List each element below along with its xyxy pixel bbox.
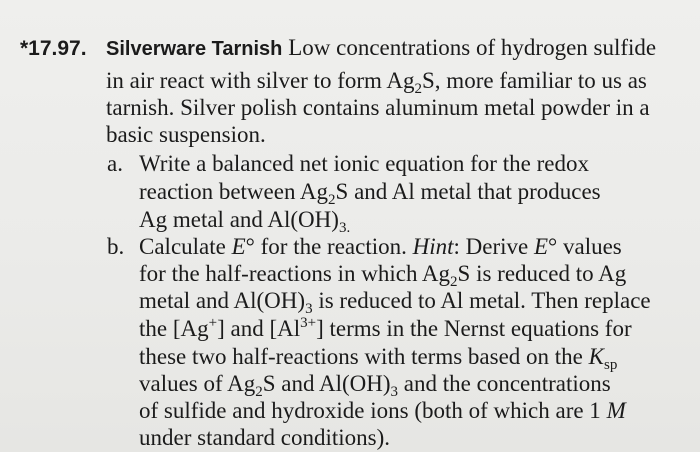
problem-number: *17.97.	[20, 37, 87, 60]
intro-line-4: basic suspension.	[106, 122, 266, 147]
part-b-line-5: these two half-reactions with terms based on the $K_{sp}$	[139, 344, 618, 373]
part-b-line-3: metal and $Al(OH)_3$ is reduced to Al metal. Then replace	[139, 288, 651, 317]
part-b-line-4: the [Ag+] and $[Al^{3+}]$ terms in the Nernst equations for	[139, 315, 632, 341]
part-b-line-7: of sulfide and hydroxide ions (both of which are 1 M	[139, 398, 626, 423]
part-b-line-8: under standard conditions).	[139, 425, 391, 450]
intro-line-1: Low concentrations of hydrogen sulfide	[288, 35, 657, 60]
intro-line-2: in air react with silver to form $Ag_2S$, more familiar to us as	[106, 68, 647, 97]
part-b-label: b.	[107, 234, 125, 259]
part-b-line-6: values of $Ag_2S$ and $Al(OH)_3$ and the concentrations	[139, 371, 611, 400]
problem-heading	[20, 33, 656, 64]
part-a-label: a.	[107, 151, 123, 176]
part-a-line-1: Write a balanced net ionic equation for the redox	[139, 151, 589, 176]
part-a-line-3: Ag metal and $Al(OH)_{3.}$	[139, 207, 351, 236]
intro-line-3: tarnish. Silver polish contains aluminum metal powder in a	[106, 95, 650, 120]
part-b-line-1: Calculate E° for the reaction. Hint: Derive E° values	[139, 234, 622, 259]
part-a-line-2: reaction between $Ag_2S$ and Al metal that produces	[139, 179, 601, 208]
problem-title: Silverware Tarnish	[106, 38, 283, 60]
part-b-line-2: for the half-reactions in which $Ag_2S$ is reduced to Ag	[139, 261, 627, 290]
